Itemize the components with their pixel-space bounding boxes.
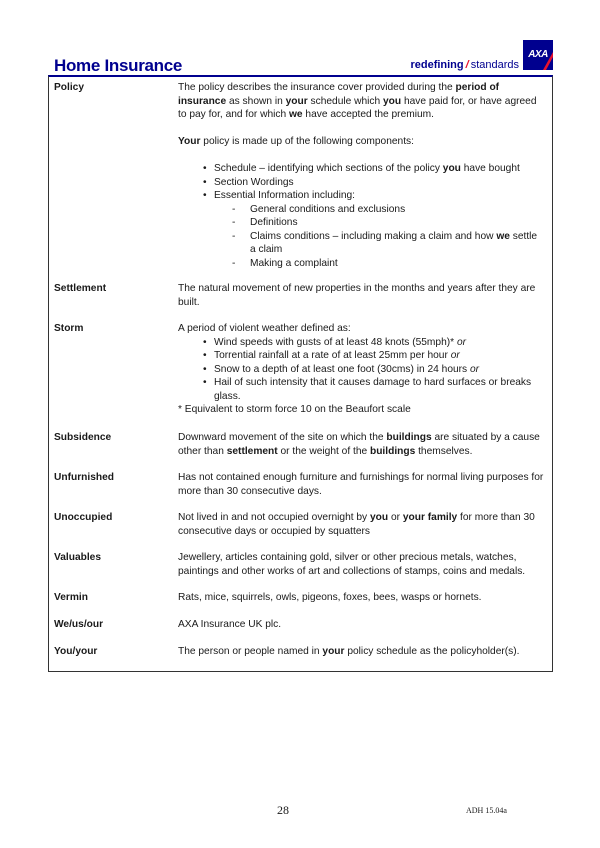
term-storm: Storm: [54, 323, 84, 334]
storm-intro: A period of violent weather defined as:: [178, 323, 351, 334]
term-policy: Policy: [54, 82, 85, 93]
definition-you: The person or people named in your policy schedule as the policyholder(s).: [178, 646, 520, 657]
policy-paragraph-2: Your policy is made up of the following components:: [178, 136, 414, 147]
page-number: 28: [277, 803, 289, 817]
brand-tagline: [410, 59, 519, 71]
list-item: - Making a complaint: [250, 257, 544, 271]
definition-settlement: The natural movement of new properties in the months and years after they are built.: [178, 283, 536, 308]
list-item: • Schedule – identifying which sections of the policy you have bought: [214, 162, 544, 176]
term-unfurnished: Unfurnished: [54, 472, 114, 483]
list-item: • Torrential rainfall at a rate of at least 25mm per hour or: [214, 349, 544, 363]
storm-footnote: * Equivalent to storm force 10 on the Beaufort scale: [178, 404, 411, 415]
term-we: We/us/our: [54, 619, 104, 630]
list-item: - General conditions and exclusions: [250, 203, 544, 217]
definition-vermin: Rats, mice, squirrels, owls, pigeons, foxes, bees, wasps or hornets.: [178, 592, 482, 603]
axa-logo: [523, 40, 553, 70]
term-subsidence: Subsidence: [54, 432, 112, 443]
list-item: - Definitions: [250, 216, 544, 230]
definition-we: AXA Insurance UK plc.: [178, 619, 282, 630]
logo-text: AXA: [528, 49, 548, 60]
term-settlement: Settlement: [54, 283, 107, 294]
term-you: You/your: [54, 646, 98, 657]
list-item: • Snow to a depth of at least one foot (30cms) in 24 hours or: [214, 363, 544, 377]
tagline-slash: /: [465, 59, 469, 71]
tagline-rest: standards: [470, 59, 519, 71]
definition-valuables: Jewellery, articles containing gold, silver or other precious metals, watches, paintings and other works of art and collections of stamps, coins and medals.: [178, 552, 526, 577]
page-header: [48, 40, 553, 74]
list-item: - Claims conditions – including making a claim and how we settle a claim: [250, 230, 544, 257]
definition-unfurnished: Has not contained enough furniture and furnishings for normal living purposes for more than 30 consecutive days.: [178, 472, 544, 497]
term-valuables: Valuables: [54, 552, 102, 563]
document-code: ADH 15.04a: [466, 806, 507, 815]
list-item: • Hail of such intensity that it causes damage to hard surfaces or breaks glass.: [214, 376, 544, 403]
term-unoccupied: Unoccupied: [54, 512, 113, 523]
document-title: Home Insurance: [54, 56, 183, 75]
definition-policy: [178, 81, 544, 270]
tagline-bold: redefining: [410, 59, 464, 71]
essential-info-list: [214, 203, 544, 271]
policy-paragraph-1: The policy describes the insurance cover provided during the period of insurance as shown in your schedule which you have paid for, or have agreed to pay for, and for which we have accepted the premium.: [178, 82, 537, 120]
definition-unoccupied: Not lived in and not occupied overnight by you or your family for more than 30 consecutive days or occupied by squatters: [178, 512, 535, 537]
definition-subsidence: Downward movement of the site on which the buildings are situated by a cause other than settlement or the weight of the buildings themselves.: [178, 432, 540, 457]
definition-storm: [178, 322, 544, 417]
policy-components-list: [178, 162, 544, 270]
glossary-table: [48, 75, 553, 672]
storm-criteria-list: [178, 336, 544, 404]
list-item: • Essential Information including: - General conditions and exclusions - Definitions - Claims conditions – including making a claim and how we settle a claim - Making a complaint: [214, 189, 544, 270]
list-item: • Wind speeds with gusts of at least 48 knots (55mph)* or: [214, 336, 544, 350]
list-item: • Section Wordings: [214, 176, 544, 190]
term-vermin: Vermin: [54, 592, 88, 603]
